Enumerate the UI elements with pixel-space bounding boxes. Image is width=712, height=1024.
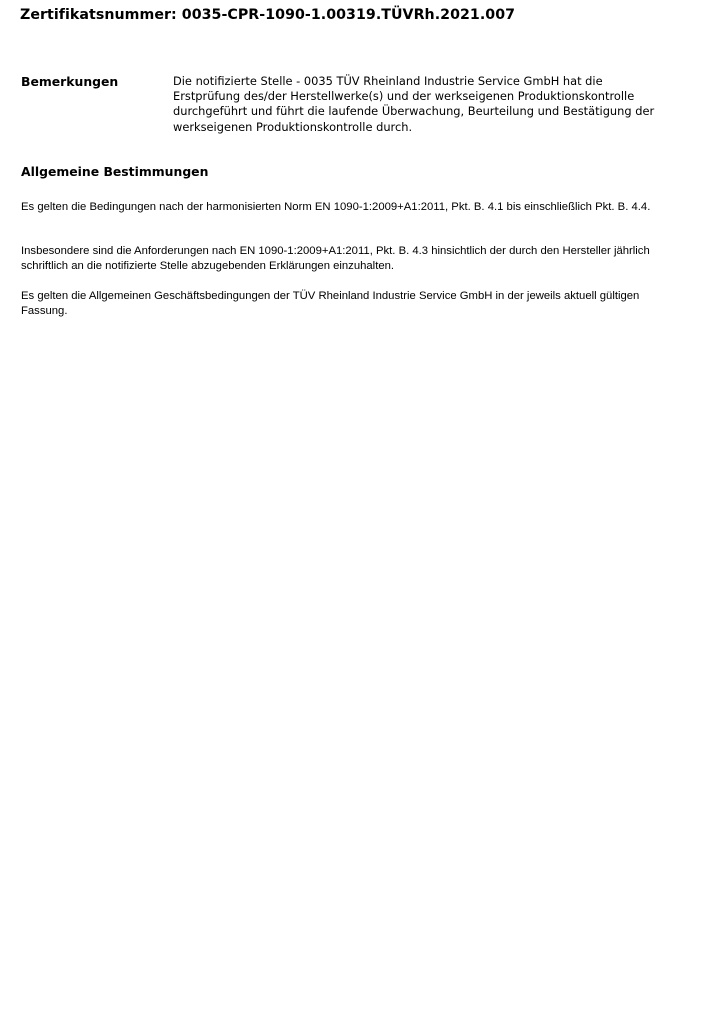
provision-paragraph: Insbesondere sind die Anforderungen nach EN 1090-1:2009+A1:2011, Pkt. B. 4.3 hinsichtlich der durch den Hersteller jährlich schriftlich an die notifizierte Stelle abzugebenden Erklärungen einzuhalten.	[21, 245, 650, 273]
provision-paragraph: Es gelten die Allgemeinen Geschäftsbedingungen der TÜV Rheinland Industrie Service GmbH in der jeweils aktuell gültigen Fassung.	[21, 290, 640, 318]
provision-paragraph: Es gelten die Bedingungen nach der harmonisierten Norm EN 1090-1:2009+A1:2011, Pkt. B. 4.1 bis einschließlich Pkt. B. 4.4.	[21, 201, 651, 213]
remarks-text: Die notifizierte Stelle - 0035 TÜV Rheinland Industrie Service GmbH hat die Erstprüfung des/der Herstellwerke(s) und der werkseigenen Produktionskontrolle durchgeführt und führt die laufende Überwachung, Beurteilung und Bestätigung der werkseigenen Produktionskontrolle durch.	[173, 74, 655, 134]
remarks-label: Bemerkungen	[21, 74, 119, 89]
general-provisions-heading: Allgemeine Bestimmungen	[21, 164, 209, 179]
certificate-number-title: Zertifikatsnummer: 0035-CPR-1090-1.00319.TÜVRh.2021.007	[20, 7, 516, 23]
